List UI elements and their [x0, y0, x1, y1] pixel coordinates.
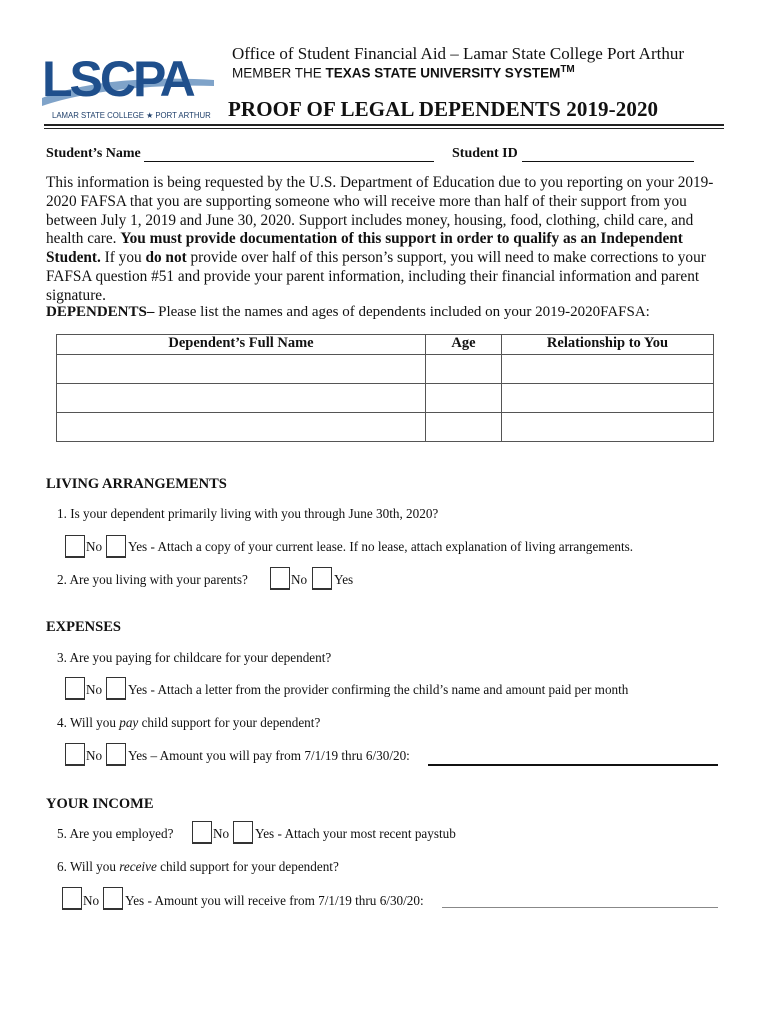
form-title: PROOF OF LEGAL DEPENDENTS 2019-2020	[228, 97, 659, 121]
q6-no-checkbox[interactable]	[62, 887, 82, 910]
question-3: 3. Are you paying for childcare for your dependent?	[57, 650, 332, 665]
question-2: 2. Are you living with your parents?	[57, 572, 248, 587]
age-cell[interactable]	[426, 384, 502, 413]
q6-text-post: child support for your dependent?	[156, 859, 339, 874]
relationship-cell[interactable]	[502, 384, 714, 413]
relationship-cell[interactable]	[502, 413, 714, 442]
q2-no-label: No	[291, 572, 308, 587]
q2-yes-label: Yes	[334, 572, 354, 587]
student-id-label: Student ID	[452, 146, 518, 161]
dependents-label: DEPENDENTS–	[46, 304, 155, 320]
q4-text-pre: 4. Will you	[57, 715, 120, 730]
question-5: 5. Are you employed?	[57, 826, 174, 841]
income-heading: YOUR INCOME	[46, 796, 154, 812]
q4-no-label: No	[86, 748, 103, 763]
q6-yes-checkbox[interactable]	[103, 887, 123, 910]
student-id-field[interactable]	[522, 145, 694, 162]
q4-yes-label: Yes – Amount you will pay from 7/1/19 thru 6/30/20:	[128, 748, 410, 763]
question-4	[57, 715, 320, 731]
relationship-cell[interactable]	[502, 355, 714, 384]
q3-no-label: No	[86, 682, 103, 697]
q6-yes-label: Yes - Amount you will receive from 7/1/19 thru 6/30/20:	[125, 893, 424, 908]
intro-text-3: provide over half of this person’s support, you will need to make corrections to your FAFSA question #51 and provide your parent information, including their financial information and parent signature.	[46, 249, 706, 304]
q4-emphasis: pay	[119, 715, 139, 730]
dependents-table	[56, 334, 714, 442]
q3-yes-checkbox[interactable]	[106, 677, 126, 700]
q4-yes-checkbox[interactable]	[106, 743, 126, 766]
q3-yes-label: Yes - Attach a letter from the provider confirming the child’s name and amount paid per month	[128, 682, 629, 697]
student-name-field[interactable]	[144, 145, 434, 162]
expenses-heading: EXPENSES	[46, 619, 121, 635]
table-row	[57, 384, 714, 413]
name-cell[interactable]	[57, 384, 426, 413]
intro-paragraph	[46, 174, 726, 306]
intro-text-2: If you	[100, 249, 146, 267]
lscpa-logo	[38, 50, 218, 122]
q5-yes-label: Yes - Attach your most recent paystub	[255, 826, 456, 841]
q6-emphasis: receive	[119, 859, 157, 874]
header-rule-thin	[44, 128, 724, 129]
q2-yes-checkbox[interactable]	[312, 567, 332, 590]
trademark: TM	[560, 64, 575, 75]
living-heading: LIVING ARRANGEMENTS	[46, 476, 227, 492]
question-1: 1. Is your dependent primarily living with you through June 30th, 2020?	[57, 506, 439, 521]
q5-no-checkbox[interactable]	[192, 821, 212, 844]
col-relationship: Relationship to You	[502, 335, 714, 355]
q6-text-pre: 6. Will you	[57, 859, 120, 874]
name-cell[interactable]	[57, 413, 426, 442]
col-age: Age	[426, 335, 502, 355]
header-rule-thick	[44, 124, 724, 126]
q2-no-checkbox[interactable]	[270, 567, 290, 590]
dependents-instruction	[46, 304, 650, 321]
q4-no-checkbox[interactable]	[65, 743, 85, 766]
member-system: TEXAS STATE UNIVERSITY SYSTEM	[325, 65, 561, 81]
dependents-text: Please list the names and ages of dependents included on your 2019-2020FAFSA:	[154, 304, 650, 320]
q6-no-label: No	[83, 893, 100, 908]
q1-no-checkbox[interactable]	[65, 535, 85, 558]
intro-emphasis: do not	[145, 249, 187, 267]
q4-amount-field[interactable]	[428, 750, 718, 766]
q5-yes-checkbox[interactable]	[233, 821, 253, 844]
q1-yes-checkbox[interactable]	[106, 535, 126, 558]
q1-yes-label: Yes - Attach a copy of your current lease. If no lease, attach explanation of living arrangements.	[128, 539, 634, 554]
age-cell[interactable]	[426, 413, 502, 442]
col-full-name: Dependent’s Full Name	[57, 335, 426, 355]
age-cell[interactable]	[426, 355, 502, 384]
q3-no-checkbox[interactable]	[65, 677, 85, 700]
question-6	[57, 859, 339, 875]
q5-no-label: No	[213, 826, 230, 841]
member-line	[232, 64, 575, 81]
name-cell[interactable]	[57, 355, 426, 384]
office-heading: Office of Student Financial Aid – Lamar State College Port Arthur	[232, 44, 684, 63]
student-name-label: Student’s Name	[46, 146, 141, 161]
table-row	[57, 413, 714, 442]
intro-requirement: You must provide documentation of this support in order to qualify as an Independent Student.	[46, 230, 683, 267]
member-prefix: MEMBER THE	[232, 65, 322, 81]
q1-no-label: No	[86, 539, 103, 554]
logo-subtitle: LAMAR STATE COLLEGE ★ PORT ARTHUR	[52, 111, 211, 120]
q6-amount-field[interactable]	[442, 893, 718, 908]
intro-text-1: This information is being requested by the U.S. Department of Education due to you reporting on your 2019-2020 FAFSA that you are supporting someone who will receive more than half of their support from you between July 1, 2019 and June 30, 2020. Support includes money, housing, food, clothing, child care, and health care.	[46, 174, 714, 248]
q4-text-post: child support for your dependent?	[138, 715, 321, 730]
logo-wordmark: LSCPA	[42, 51, 193, 107]
table-row	[57, 355, 714, 384]
table-header-row	[57, 335, 714, 355]
